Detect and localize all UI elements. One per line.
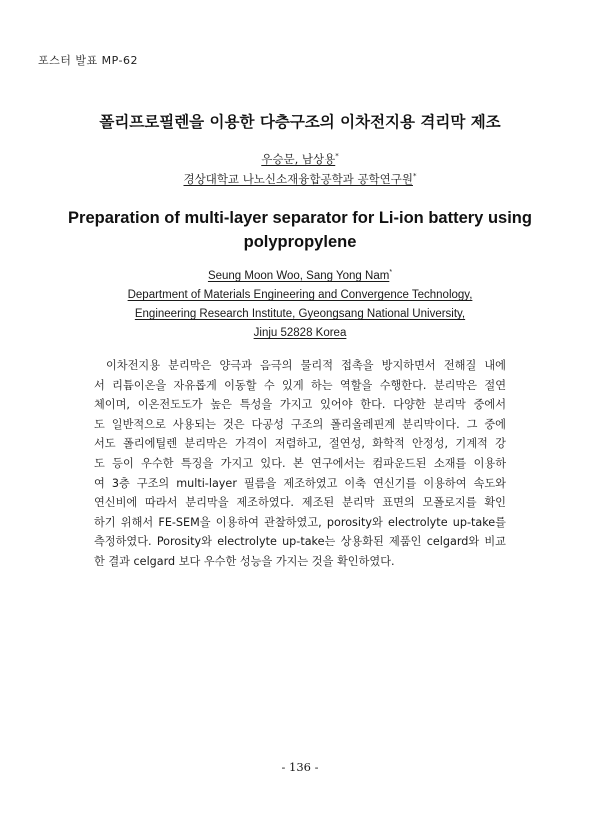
korean-author-mark: * [335,152,339,161]
english-affiliation-line-1: Department of Materials Engineering and Convergence Technology, [127,289,473,301]
abstract-line: 연신비에 따라서 분리막을 제조하였다. 제조된 분리막 표면의 모폴로지를 확인 [94,496,506,510]
abstract-line: 하기 위해서 FE-SEM을 이용하여 관찰하였고, porosity와 electrolyte up-take를 [94,515,506,529]
english-title-line-1: Preparation of multi-layer separator for Li-ion battery using [68,209,532,227]
korean-affiliation [0,171,600,187]
page-number: - 136 - [281,760,319,774]
korean-author-names: 우승문, 남상용 [261,152,336,166]
abstract-line: 도 일반적으로 사용되는 것은 다공성 구조의 폴리올레핀계 분리막이다. 그 중에 [94,417,506,431]
english-affiliation-line-2: Engineering Research Institute, Gyeongsang National University, [134,308,466,320]
english-affiliation-line-3: Jinju 52828 Korea [253,327,347,339]
abstract-body [94,356,506,572]
abstract-line: 이차전지용 분리막은 양극과 음극의 물리적 접촉을 방지하면서 전해질 내에 [106,359,506,372]
korean-title: 폴리프로필렌을 이용한 다층구조의 이차전지용 격리막 제조 [99,113,501,131]
abstract-line: 서 리튬이온을 자유롭게 이동할 수 있게 하는 역할을 수행한다. 분리막은 절연 [94,378,506,392]
english-author-mark: * [389,269,393,277]
english-title-line-2: polypropylene [243,233,357,251]
korean-affiliation-mark: * [413,172,417,181]
english-author-block [0,267,600,343]
korean-authors [0,151,600,167]
abstract-line: 여 3층 구조의 multi-layer 필름을 제조하였고 이축 연신기를 이용하여 속도와 [94,476,506,490]
abstract-line: 측정하였다. Porosity와 electrolyte up-take는 상용화된 제품인 celgard와 비교 [94,535,506,549]
english-authors [0,267,600,286]
english-author-names: Seung Moon Woo, Sang Yong Nam [207,270,390,282]
abstract-line: 서도 폴리에틸렌 분리막은 가격이 저렴하고, 절연성, 화학적 안정성, 기계적 강 [94,437,506,451]
english-title [40,206,560,254]
abstract-line: 도 등이 우수한 특징을 가지고 있다. 본 연구에서는 컴파운드된 소재를 이용하 [94,456,506,470]
abstract-line: 한 결과 celgard 보다 우수한 성능을 가지는 것을 확인하였다. [94,554,395,568]
session-label: 포스터 발표 MP-62 [38,54,138,67]
korean-affiliation-text: 경상대학교 나노신소재융합공학과 공학연구원 [183,172,413,186]
abstract-line: 체이며, 이온전도도가 높은 특성을 가지고 있어야 한다. 다양한 분리막 중에서 [94,398,506,412]
